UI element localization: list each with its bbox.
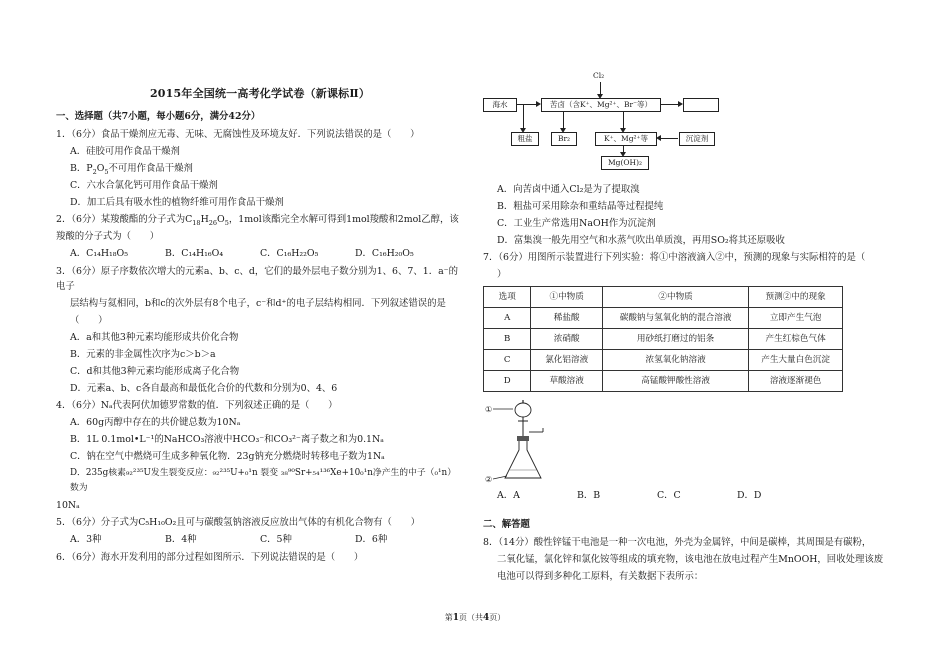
question-7 — [483, 250, 898, 503]
question-3 — [56, 264, 464, 396]
option-c: C．工业生产常选用NaOH作为沉淀剂 — [497, 218, 656, 229]
table-header: ①中物质 — [531, 287, 603, 308]
diagram-box-crude-salt: 粗盐 — [511, 132, 539, 146]
dropping-funnel — [515, 403, 531, 417]
option-a: A．A — [497, 490, 520, 501]
question-stem: 7．（6分）用图所示装置进行下列实验：将①中溶液滴入②中，预测的现象与实际相符的是（ — [483, 252, 866, 263]
question-stem: 1．（6分）食品干燥剂应无毒、无味、无腐蚀性及环境友好．下列说法错误的是（ ） — [56, 129, 420, 140]
table-cell: C — [484, 350, 531, 371]
option-c: C．C₁₆H₂₂O₅ — [260, 248, 319, 259]
question-8 — [483, 535, 898, 584]
option-a: A．向苦卤中通入Cl₂是为了提取溴 — [497, 184, 640, 195]
footer-total-pages: 4 — [483, 613, 490, 623]
diagram-box-bittern-out — [683, 98, 719, 112]
table-cell: 溶液逐渐褪色 — [749, 371, 843, 392]
table-cell: 稀盐酸 — [531, 308, 603, 329]
option-c: C．六水合氯化钙可用作食品干燥剂 — [70, 180, 218, 191]
question-stem: 4．（6分）Nₐ代表阿伏加德罗常数的值．下列叙述正确的是（ ） — [56, 400, 338, 411]
apparatus-label-1: ① — [485, 405, 493, 414]
table-row — [484, 329, 843, 350]
question-1 — [56, 127, 464, 210]
table-cell: 立即产生气泡 — [749, 308, 843, 329]
table-cell: 产生红棕色气体 — [749, 329, 843, 350]
diagram-line — [661, 138, 678, 139]
right-column — [483, 70, 898, 586]
table-header-row — [484, 287, 843, 308]
table-cell: 浓氢氧化钠溶液 — [602, 350, 748, 371]
question-stem: 2．（6分）某羧酸酯的分子式为$C_{18}H_{26}O_5$，1mol该酯完全水解可得到1mol羧酸和2mol乙醇，该 — [56, 214, 459, 227]
option-a: A．C₁₄H₁₈O₅ — [70, 248, 128, 259]
option-a: A．60g丙醇中存在的共价键总数为10Nₐ — [70, 417, 241, 428]
left-column — [56, 78, 464, 567]
option-d: D．D — [737, 490, 762, 501]
option-c: C．C — [657, 490, 681, 501]
table-header: 选项 — [484, 287, 531, 308]
option-b: B．$P_2O_5$不可用作食品干燥剂 — [70, 163, 193, 176]
table-cell: 碳酸钠与氢氧化钠的混合溶液 — [602, 308, 748, 329]
table-header: ②中物质 — [602, 287, 748, 308]
option-c: C．d和其他3种元素均能形成离子化合物 — [70, 366, 240, 377]
question-stem: 5．（6分）分子式为C₅H₁₀O₂且可与碳酸氢钠溶液反应放出气体的有机化合物有（ ） — [56, 517, 421, 528]
apparatus-label-2: ② — [485, 475, 493, 484]
diagram-arrow — [656, 135, 661, 141]
option-d: D．元素a、b、c各自最高和最低化合价的代数和分别为0、4、6 — [70, 383, 338, 394]
diagram-box-k-mg: K⁺、Mg²⁺等 — [595, 132, 657, 146]
diagram-box-seawater: 海水 — [483, 98, 517, 112]
option-b: B．B — [577, 490, 601, 501]
option-d: D．235g核素₉₂²³⁵U发生裂变反应：₉₂²³⁵U+₀¹n 裂变 ₃₈⁹⁰Sr+₅₄¹³⁶Xe+10₀¹n净产生的中子（₀¹n）数为 — [70, 468, 456, 493]
conical-flask — [505, 441, 541, 478]
question-stem: 3．（6分）原子序数依次增大的元素a、b、c、d，它们的最外层电子数分别为1、6、7、1．a⁻的电子 — [56, 266, 458, 292]
table-cell: 浓硝酸 — [531, 329, 603, 350]
footer-text: 页） — [489, 613, 506, 622]
diagram-line — [523, 104, 524, 129]
option-b: B．C₁₄H₁₆O₄ — [165, 248, 224, 259]
option-c: C．5种 — [260, 534, 292, 545]
table-header: 预测②中的现象 — [749, 287, 843, 308]
diagram-line — [623, 111, 624, 129]
option-d: D．富集溴一般先用空气和水蒸气吹出单质溴，再用SO₂将其还原吸收 — [497, 235, 785, 246]
question-stem-cont: 二氧化锰，氯化锌和氯化铵等组成的填充物，该电池在放电过程产生MnOOH，回收处理该废 — [497, 554, 884, 565]
table-row — [484, 308, 843, 329]
seawater-process-diagram — [483, 70, 898, 182]
table-cell: 草酸溶液 — [531, 371, 603, 392]
footer-text: 第 — [444, 613, 453, 622]
experiment-table — [483, 286, 843, 392]
table-cell: 产生大量白色沉淀 — [749, 350, 843, 371]
page-footer — [0, 612, 950, 623]
option-b: B．1L 0.1mol•L⁻¹的NaHCO₃溶液中HCO₃⁻和CO₃²⁻离子数之和为0.1Nₐ — [70, 434, 384, 445]
table-cell: 高锰酸钾酸性溶液 — [602, 371, 748, 392]
table-cell: 氯化铝溶液 — [531, 350, 603, 371]
diagram-line — [661, 104, 679, 105]
question-stem-cont: 层结构与氦相同，b和c的次外层有8个电子，c⁻和d⁺的电子层结构相同．下列叙述错误的是 — [70, 298, 446, 309]
question-5 — [56, 515, 464, 547]
question-2 — [56, 212, 464, 261]
option-d: D．加工后具有吸水性的植物纤维可用作食品干燥剂 — [70, 197, 284, 208]
option-b: B．粗盐可采用除杂和重结晶等过程提纯 — [497, 201, 664, 212]
option-d-cont: 10Nₐ — [56, 500, 80, 511]
option-c: C．钠在空气中燃烧可生成多种氧化物．23g钠充分燃烧时转移电子数为1Nₐ — [70, 451, 385, 462]
footer-text: 页（共 — [459, 613, 483, 622]
question-stem: 6．（6分）海水开发利用的部分过程如图所示．下列说法错误的是（ ） — [56, 552, 364, 563]
section-heading-answer: 二、解答题 — [483, 519, 530, 530]
question-stem-cont: 羧酸的分子式为（ ） — [56, 231, 160, 242]
question-4 — [56, 398, 464, 513]
option-b: B．元素的非金属性次序为c＞b＞a — [70, 349, 216, 360]
diagram-box-precipitant: 沉淀剂 — [679, 132, 715, 146]
page-title: 2015年全国统一高考化学试卷（新课标Ⅱ） — [149, 87, 371, 100]
option-row — [56, 246, 464, 261]
apparatus-figure — [483, 398, 573, 488]
section-heading-choice: 一、选择题（共7小题，每小题6分，满分42分） — [56, 111, 261, 122]
question-6-options — [483, 182, 898, 248]
diagram-box-mgoh2: Mg(OH)₂ — [601, 156, 649, 170]
option-b: B．4种 — [165, 534, 197, 545]
table-cell: 用砂纸打磨过的铝条 — [602, 329, 748, 350]
option-d: D．C₁₆H₂₀O₅ — [355, 248, 414, 259]
option-a: A．硅胶可用作食品干燥剂 — [70, 146, 180, 157]
rubber-stopper — [517, 436, 529, 441]
diagram-line — [517, 104, 537, 105]
table-cell: A — [484, 308, 531, 329]
question-6 — [56, 550, 464, 565]
footer-page-number: 1 — [452, 613, 459, 623]
table-cell: D — [484, 371, 531, 392]
question-stem-cont: （ ） — [70, 315, 108, 326]
option-a: A．3种 — [70, 534, 102, 545]
option-row — [56, 532, 464, 547]
table-row — [484, 350, 843, 371]
table-row — [484, 371, 843, 392]
option-d: D．6种 — [355, 534, 388, 545]
option-a: A．a和其他3种元素均能形成共价化合物 — [70, 332, 239, 343]
diagram-box-bittern: 苦卤（含K⁺、Mg²⁺、Br⁻等） — [541, 98, 661, 112]
option-row — [483, 488, 898, 503]
diagram-line — [563, 111, 564, 129]
diagram-box-br2: Br₂ — [551, 132, 577, 146]
question-stem-cont: 电池可以得到多种化工原料，有关数据下表所示： — [497, 571, 704, 582]
question-stem-cont: ） — [497, 269, 507, 280]
question-stem: 8．（14分）酸性锌锰干电池是一种一次电池，外壳为金属锌，中间是碳棒，其周围是有碳粉， — [483, 537, 872, 548]
table-cell: B — [484, 329, 531, 350]
diagram-cl2-label: Cl₂ — [593, 71, 605, 80]
